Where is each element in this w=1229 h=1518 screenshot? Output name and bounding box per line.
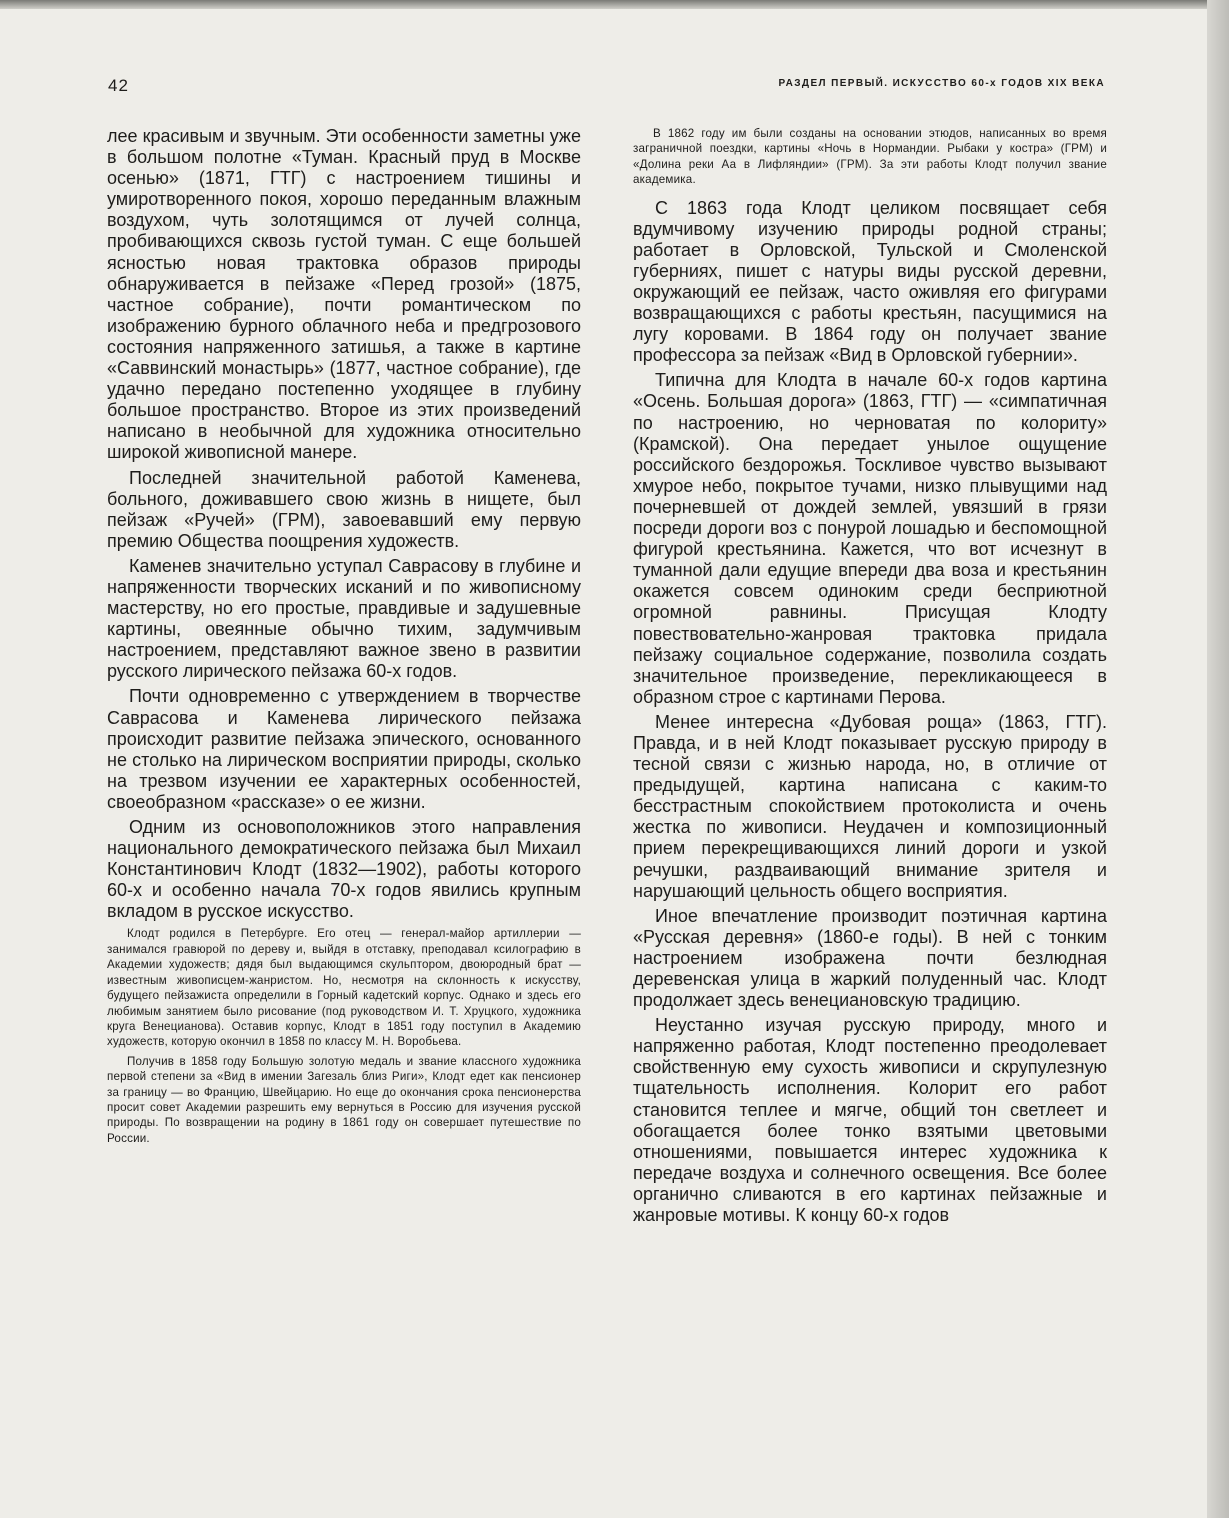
paragraph: Каменев значительно уступал Саврасову в глубине и напряженности творческих исканий и по живописному мастерству, но его простые, правдивые и задушевные картины, овеянные обычно тихим, задумчивым настроением, представляют важное звено в развитии русского лирического пейзажа 60-х годов. (107, 555, 581, 682)
left-column (107, 126, 581, 1146)
page-top-edge (0, 0, 1229, 9)
paragraph: Неустанно изучая русскую природу, много и напряженно работая, Клодт постепенно преодолевает свойственную ему сухость живописи и скрупулезную тщательность исполнения. Колорит его работ становится теплее и мягче, общий тон светлеет и обогащается более тонко взятыми цветовыми отношениями, повышается интерес художника к передаче воздуха и солнечного освещения. Все более органично сливаются в его картинах пейзажные и жанровые мотивы. К концу 60-х годов (633, 1015, 1107, 1226)
running-head: РАЗДЕЛ ПЕРВЫЙ. ИСКУССТВО 60-х ГОДОВ XIX ВЕКА (778, 78, 1105, 89)
right-column (633, 126, 1107, 1226)
paragraph: Почти одновременно с утверждением в творчестве Саврасова и Каменева лирического пейзажа происходит развитие пейзажа эпического, основанного не столько на лирическом восприятии природы, сколько на трезвом изучении ее характерных особенностей, своеобразном «рассказе» о ее жизни. (107, 686, 581, 812)
page-right-edge (1207, 0, 1229, 1518)
page-number: 42 (108, 76, 129, 95)
small-print-paragraph: Получив в 1858 году Большую золотую медаль и звание классного художника первой степени за «Вид в имении Загезаль близ Риги», Клодт едет как пенсионер за границу — во Францию, Швейцарию. Но еще до окончания срока пенсионерства просит совет Академии разрешить ему вернуться в Россию для изучения русской природы. По возвращении на родину в 1861 году он совершает путешествие по России. (107, 1054, 581, 1145)
paragraph: лее красивым и звучным. Эти особенности заметны уже в большом полотне «Туман. Красный пруд в Москве осенью» (1871, ГТГ) с настроением тишины и умиротворенного покоя, хорошо переданным влажным воздухом, чуть золотящимся от лучей солнца, пробивающихся сквозь густой туман. С еще большей ясностью новая трактовка образов природы обнаруживается в пейзаже «Перед грозой» (1875, частное собрание), почти романтическом по изображению бурного облачного неба и предгрозового состояния напряженного затишья, а также в картине «Саввинский монастырь» (1877, частное собрание), где удачно передано постепенно уходящее в глубину большое пространство. Второе из этих произведений написано в необычной для художника относительно широкой живописной манере. (107, 126, 581, 463)
paragraph: С 1863 года Клодт целиком посвящает себя вдумчивому изучению природы родной страны; работает в Орловской, Тульской и Смоленской губерниях, пишет с натуры виды русской деревни, окружающий ее пейзаж, часто оживляя его фигурами возвращающихся с работы крестьян, пасущимися на лугу коровами. В 1864 году он получает звание профессора за пейзаж «Вид в Орловской губернии». (633, 197, 1107, 366)
small-print-paragraph: В 1862 году им были созданы на основании этюдов, написанных во время заграничной поездки, картины «Ночь в Нормандии. Рыбаки у костра» (ГРМ) и «Долина реки Аа в Лифляндии» (ГРМ). За эти работы Клодт получил звание академика. (633, 127, 1107, 187)
paragraph: Последней значительной работой Каменева, больного, доживавшего свою жизнь в нищете, был пейзаж «Ручей» (ГРМ), завоевавший ему первую премию Общества поощрения художеств. (107, 467, 581, 551)
paragraph: Одним из основоположников этого направления национального демократического пейзажа был Михаил Константинович Клодт (1832—1902), работы которого 60-х и особенно начала 70-х годов явились крупным вкладом в русское искусство. (107, 817, 581, 922)
paragraph: Иное впечатление производит поэтичная картина «Русская деревня» (1860-е годы). В ней с тонким настроением изображена почти безлюдная деревенская улица в жаркий полуденный час. Клодт продолжает здесь венециановскую традицию. (633, 905, 1107, 1011)
paragraph: Типична для Клодта в начале 60-х годов картина «Осень. Большая дорога» (1863, ГТГ) — «симпатичная по настроению, но черноватая по колориту» (Крамской). Она передает унылое ощущение российского бездорожья. Тоскливое чувство вызывают хмурое небо, покрытое тучами, низко плывущими над почерневшей от дождей землей, увязший в грязи посреди дороги воз с понурой лошадью и беспомощной фигурой крестьянина. Кажется, что вот исчезнут в туманной дали едущие впереди два воза и крестьянин окажется совсем одиноким среди бесприютной огромной равнины. Присущая Клодту повествовательно-жанровая трактовка придала пейзажу социальное содержание, позволила создать значительное произведение, перекликающееся в образном строе с картинами Перова. (633, 370, 1107, 707)
small-print-paragraph: Клодт родился в Петербурге. Его отец — генерал-майор артиллерии — занимался гравюрой по дереву и, выйдя в отставку, преподавал ксилографию в Академии художеств; дядя был выдающимся скульптором, двоюродный брат — известным живописцем-жанристом. Но, несмотря на склонность к искусству, будущего пейзажиста определили в Горный кадетский корпус. Однако и здесь его любимым занятием было рисование (под руководством И. Т. Хруцкого, художника круга Венецианова). Оставив корпус, Клодт в 1851 году поступил в Академию художеств, которую окончил в 1858 по классу М. Н. Воробьева. (107, 927, 581, 1049)
paragraph: Менее интересна «Дубовая роща» (1863, ГТГ). Правда, и в ней Клодт показывает русскую природу в тесной связи с жизнью народа, но, в отличие от предыдущей, картина написана с каким-то бесстрастным спокойствием протоколиста и очень жестка по живописи. Неудачен и композиционный прием перекрещивающихся линий дороги и узкой речушки, раздваивающий внимание зрителя и нарушающий цельность общего восприятия. (633, 711, 1107, 901)
